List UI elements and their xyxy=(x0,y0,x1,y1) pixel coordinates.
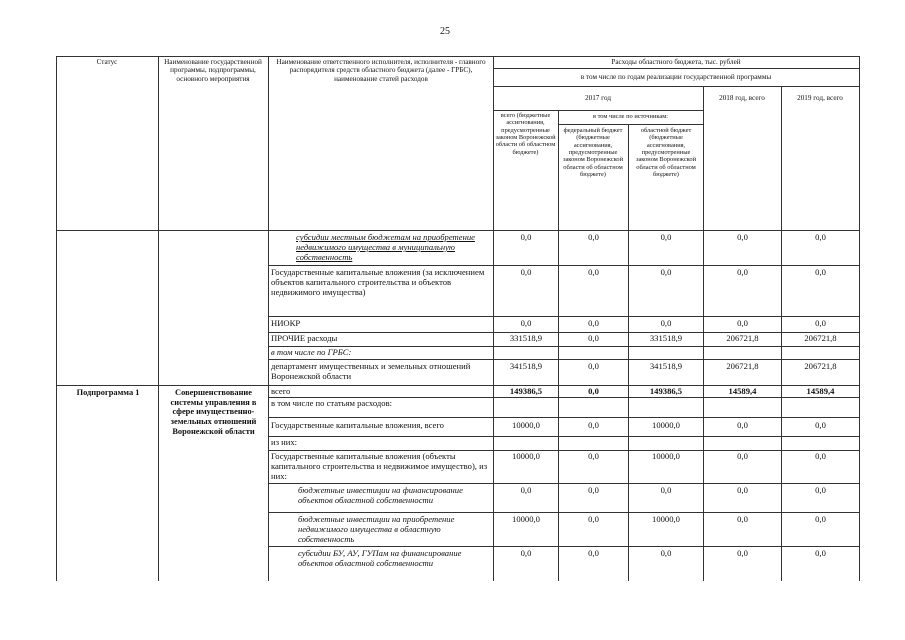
row-regional: 0,0 xyxy=(660,319,672,328)
grid-line xyxy=(268,417,859,418)
row-federal: 0,0 xyxy=(588,486,599,495)
row-2019: 0,0 xyxy=(815,486,826,495)
grid-line xyxy=(268,56,269,581)
row-total: 10000,0 xyxy=(512,515,540,524)
row-regional: 0,0 xyxy=(660,268,672,277)
row-2019: 0,0 xyxy=(815,233,826,242)
row-2019: 206721,8 xyxy=(804,334,837,343)
row-2019: 0,0 xyxy=(815,452,826,461)
row-2019: 0,0 xyxy=(815,421,826,430)
grid-line xyxy=(268,397,859,398)
row-total: 0,0 xyxy=(520,549,532,558)
grid-line xyxy=(268,546,859,547)
row-2018: 0,0 xyxy=(737,452,748,461)
row-2019: 0,0 xyxy=(815,549,826,558)
row-total: 10000,0 xyxy=(512,452,540,461)
row-federal: 0,0 xyxy=(588,549,599,558)
row-2018: 0,0 xyxy=(737,549,748,558)
row-label: НИОКР xyxy=(271,319,301,328)
subprogram-name: Совершенствование системы управления в сфере имущественно-земельных отношений Воронежской области xyxy=(170,388,257,436)
row-regional: 0,0 xyxy=(660,233,672,242)
grid-line xyxy=(56,385,859,386)
grid-line xyxy=(493,110,703,111)
row-2018: 206721,8 xyxy=(726,362,759,371)
row-total: 149386,5 xyxy=(509,387,543,396)
row-federal: 0,0 xyxy=(588,319,599,328)
header-program-name: Наименование государственной программы, подпрограммы, основного мероприятия xyxy=(164,58,262,83)
row-total: 331518,9 xyxy=(509,334,543,343)
header-2017: 2017 год xyxy=(585,94,611,102)
row-label: Государственные капитальные вложения (объекты капитального строительства и недвижимое имущество), из них: xyxy=(271,452,488,481)
row-federal: 0,0 xyxy=(588,421,599,430)
header-total: всего (бюджетные ассигнования, предусмотренные законом Воронежской области об областном бюджете) xyxy=(495,112,556,156)
grid-line xyxy=(268,359,859,360)
row-2018: 0,0 xyxy=(737,421,748,430)
row-2018: 206721,8 xyxy=(726,334,759,343)
grid-line xyxy=(56,230,859,231)
row-regional: 10000,0 xyxy=(652,452,680,461)
grid-line xyxy=(56,56,57,581)
row-label: бюджетные инвестиции на приобретение недвижимого имущества в областную собственность xyxy=(298,515,455,544)
row-label: в том числе по ГРБС: xyxy=(271,348,352,357)
row-label: всего xyxy=(271,387,291,396)
row-federal: 0,0 xyxy=(588,515,599,524)
page-number: 25 xyxy=(440,26,450,37)
grid-line xyxy=(268,512,859,513)
row-2019: 14589,4 xyxy=(806,387,835,396)
row-2018: 0,0 xyxy=(737,233,748,242)
row-total: 341518,9 xyxy=(509,362,543,371)
row-label: субсидии местным бюджетам на приобретение недвижимого имущества в муниципальную собственность xyxy=(296,233,475,262)
row-2019: 206721,8 xyxy=(804,362,837,371)
row-total: 0,0 xyxy=(520,319,532,328)
row-regional: 0,0 xyxy=(660,549,672,558)
row-label: из них: xyxy=(271,438,298,447)
header-executor: Наименование ответственного исполнителя, исполнителя - главного распорядителя средств областного бюджета (далее - ГРБС), наименование статей расходов xyxy=(276,58,486,83)
grid-line xyxy=(493,68,859,69)
header-2018: 2018 год, всего xyxy=(719,94,765,102)
header-regional: областной бюджет (бюджетные ассигнования, предусмотренные законом Воронежской области об областном бюджете) xyxy=(635,127,697,179)
row-label: субсидии БУ, АУ, ГУПам на финансирование объектов областной собственности xyxy=(298,549,462,568)
row-2019: 0,0 xyxy=(815,268,826,277)
header-status: Статус xyxy=(96,58,118,66)
row-regional: 149386,5 xyxy=(649,387,683,396)
grid-line xyxy=(558,124,703,125)
row-label: Государственные капитальные вложения (за исключением объектов капитального строительства и объектов недвижимого имущества) xyxy=(271,268,485,297)
header-federal: федеральный бюджет (бюджетные ассигнования, предусмотренные законом Воронежской области об областном бюджете) xyxy=(562,127,624,179)
grid-line xyxy=(268,436,859,437)
row-2018: 14589,4 xyxy=(728,387,757,396)
subprogram-status: Подпрограмма 1 xyxy=(76,388,140,397)
row-label: ПРОЧИЕ расходы xyxy=(271,334,338,343)
row-label: бюджетные инвестиции на финансирование объектов областной собственности xyxy=(298,486,463,505)
row-2019: 0,0 xyxy=(815,515,826,524)
row-regional: 0,0 xyxy=(660,486,672,495)
grid-line xyxy=(268,316,859,317)
row-regional: 10000,0 xyxy=(652,515,680,524)
row-total: 10000,0 xyxy=(512,421,540,430)
grid-line xyxy=(493,86,859,87)
header-by-years: в том числе по годам реализации государственной программы xyxy=(580,73,772,81)
grid-line xyxy=(268,346,859,347)
row-2019: 0,0 xyxy=(815,319,826,328)
row-federal: 0,0 xyxy=(588,362,599,371)
row-regional: 331518,9 xyxy=(649,334,683,343)
row-federal: 0,0 xyxy=(588,452,599,461)
grid-line xyxy=(268,332,859,333)
header-expenses: Расходы областного бюджета, тыс. рублей xyxy=(611,58,741,66)
row-regional: 341518,9 xyxy=(649,362,683,371)
row-total: 0,0 xyxy=(520,268,532,277)
header-2019: 2019 год, всего xyxy=(797,94,843,102)
row-federal: 0,0 xyxy=(588,268,599,277)
row-2018: 0,0 xyxy=(737,268,748,277)
row-2018: 0,0 xyxy=(737,515,748,524)
grid-line xyxy=(268,450,859,451)
row-label: Государственные капитальные вложения, всего xyxy=(271,421,444,430)
row-2018: 0,0 xyxy=(737,486,748,495)
grid-line xyxy=(56,56,859,57)
grid-line xyxy=(268,483,859,484)
grid-line xyxy=(158,56,159,581)
row-federal: 0,0 xyxy=(588,334,599,343)
grid-line xyxy=(268,265,859,266)
row-label: в том числе по статьям расходов: xyxy=(271,399,393,408)
row-total: 0,0 xyxy=(520,486,532,495)
row-2018: 0,0 xyxy=(737,319,748,328)
row-federal: 0,0 xyxy=(588,387,599,396)
row-regional: 10000,0 xyxy=(652,421,680,430)
header-by-sources: в том числе по источникам: xyxy=(592,113,669,120)
row-total: 0,0 xyxy=(520,233,532,242)
row-label: департамент имущественных и земельных отношений Воронежской области xyxy=(271,362,471,381)
row-federal: 0,0 xyxy=(588,233,599,242)
grid-line xyxy=(859,56,860,581)
